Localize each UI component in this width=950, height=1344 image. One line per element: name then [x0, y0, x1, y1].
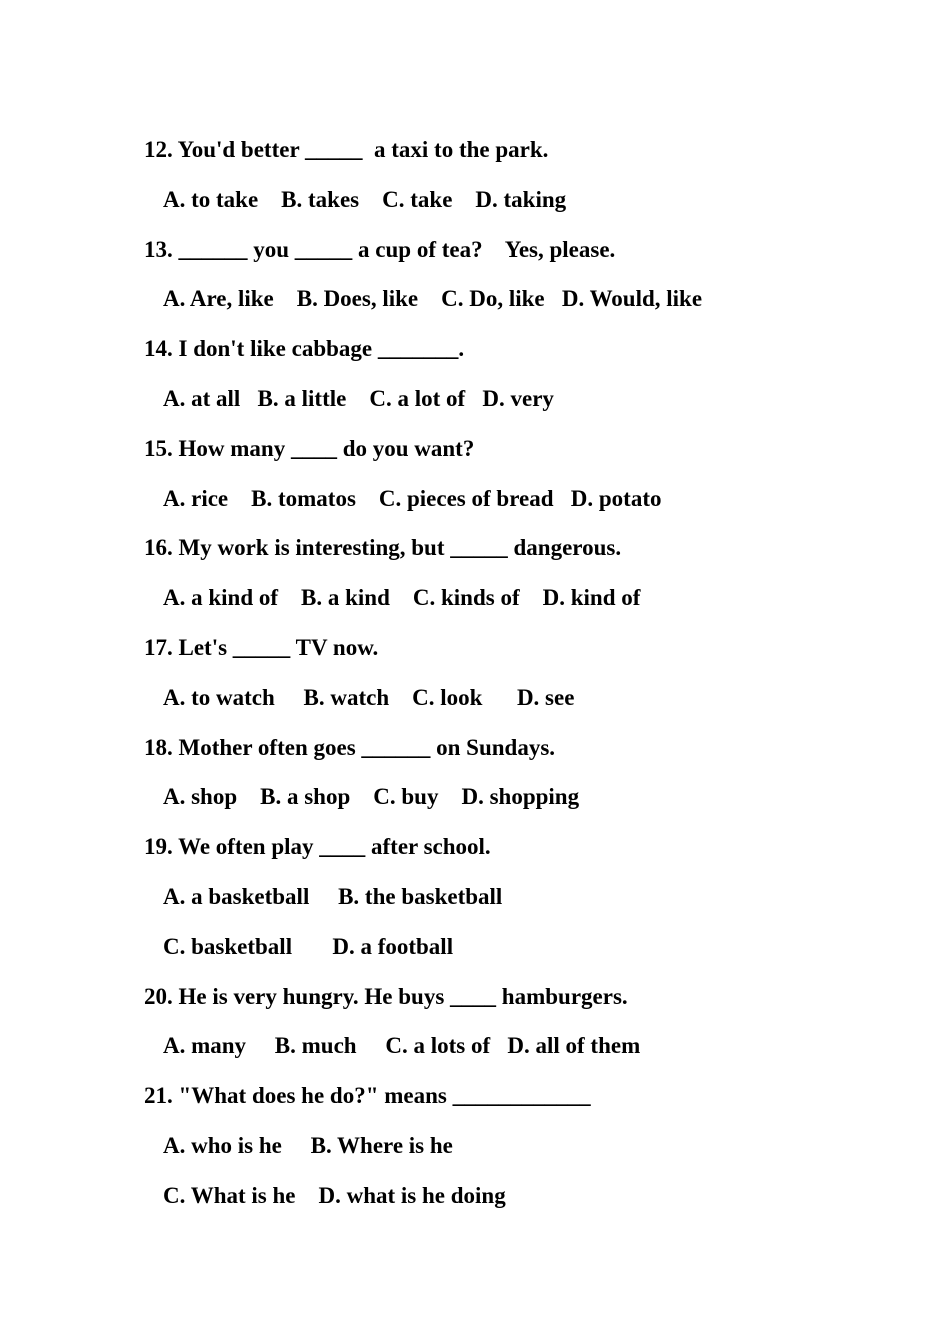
- options-21-ab: A. who is he B. Where is he: [163, 1132, 453, 1158]
- question-17: 17. Let's _____ TV now.: [144, 634, 379, 660]
- options-21-cd: C. What is he D. what is he doing: [163, 1182, 506, 1208]
- options-17: A. to watch B. watch C. look D. see: [163, 684, 575, 710]
- question-13: 13. ______ you _____ a cup of tea? Yes, please.: [144, 236, 616, 262]
- question-16: 16. My work is interesting, but _____ dangerous.: [144, 535, 622, 561]
- question-15: 15. How many ____ do you want?: [144, 435, 475, 461]
- options-18: A. shop B. a shop C. buy D. shopping: [163, 784, 580, 810]
- question-list: [144, 133, 904, 1229]
- question-20: 20. He is very hungry. He buys ____ hamburgers.: [144, 983, 628, 1009]
- question-14: 14. I don't like cabbage _______.: [144, 336, 465, 362]
- question-19: 19. We often play ____ after school.: [144, 834, 491, 860]
- options-13: A. Are, like B. Does, like C. Do, like D. Would, like: [163, 286, 703, 312]
- options-20: A. many B. much C. a lots of D. all of them: [163, 1033, 641, 1059]
- question-18: 18. Mother often goes ______ on Sundays.: [144, 734, 556, 760]
- question-21: 21. "What does he do?" means ____________: [144, 1083, 591, 1109]
- options-12: A. to take B. takes C. take D. taking: [163, 186, 567, 212]
- options-16: A. a kind of B. a kind C. kinds of D. kind of: [163, 585, 641, 611]
- options-14: A. at all B. a little C. a lot of D. very: [163, 385, 554, 411]
- options-19-cd: C. basketball D. a football: [163, 933, 454, 959]
- options-19-ab: A. a basketball B. the basketball: [163, 883, 503, 909]
- options-15: A. rice B. tomatos C. pieces of bread D. potato: [163, 485, 662, 511]
- question-12: 12. You'd better _____ a taxi to the park.: [144, 137, 549, 162]
